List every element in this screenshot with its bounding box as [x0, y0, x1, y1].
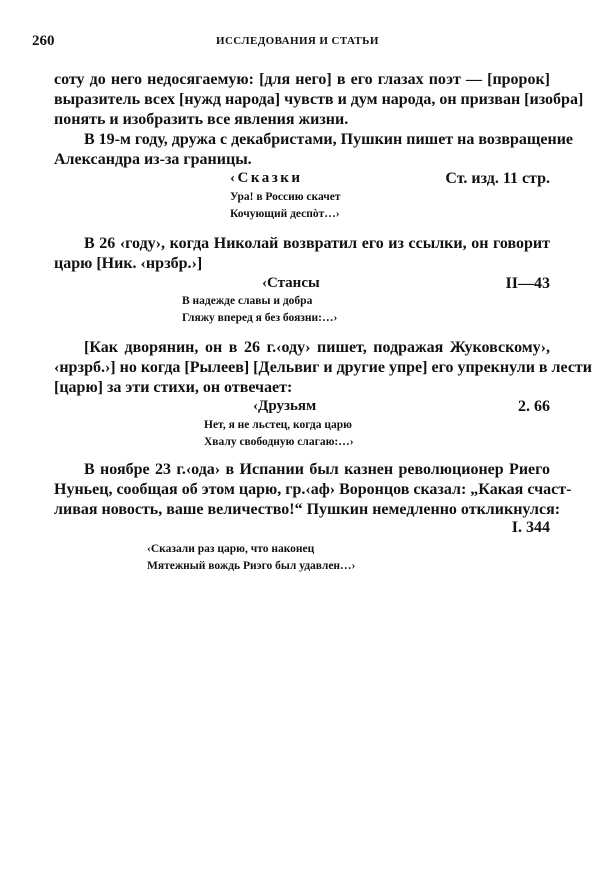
paragraph-4-line-2: ‹нрзрб.›] но когда [Рылеев] [Дельвиг и другие упре] его упрекнули в лести [54, 359, 592, 376]
verse-line: Нет, я не льстец, когда царю [204, 419, 352, 431]
quote-3-reference: 2. 66 [518, 398, 550, 415]
page-number: 260 [32, 33, 55, 49]
paragraph-5-line-1: В ноябре 23 г.‹ода› в Испании был казнен революционер Риего [84, 461, 550, 478]
quote-3-title: ‹Друзьям [253, 398, 317, 414]
paragraph-1-line-1: соту до него недосягаемую: [для него] в его глазах поэт — [пророк] [54, 71, 550, 88]
verse-line: В надежде славы и добра [182, 295, 313, 307]
verse-line: Мятежный вождь Риэго был удавлен…› [147, 560, 356, 572]
paragraph-1-line-3: понять и изобразить все явления жизни. [54, 111, 349, 128]
verse-line: Кочующий деспòт…› [230, 208, 340, 220]
quote-1-title: ‹Сказки [230, 170, 303, 186]
paragraph-4-line-3: [царю] за эти стихи, он отвечает: [54, 379, 293, 396]
quote-2-title: ‹Стансы [262, 275, 320, 291]
paragraph-3-line-1: В 26 ‹году›, когда Николай возвратил его из ссылки, он говорит [84, 235, 550, 252]
quote-2-reference: II—43 [505, 275, 550, 292]
verse-line: Гляжу вперед я без боязни:…› [182, 312, 338, 324]
paragraph-4-line-1: [Как дворянин, он в 26 г.‹оду› пишет, подражая Жуковскому›, [84, 339, 550, 356]
verse-line: ‹Сказали раз царю, что наконец [147, 543, 315, 555]
running-title: ИССЛЕДОВАНИЯ И СТАТЬИ [216, 35, 379, 47]
quote-1-reference: Ст. изд. 11 стр. [445, 170, 550, 187]
verse-line: Ура! в Россию скачет [230, 191, 341, 203]
paragraph-5-line-3: ливая новость, ваше величество!“ Пушкин немедленно откликнулся: [54, 501, 561, 518]
quote-4-reference: I. 344 [511, 519, 550, 536]
verse-line: Хвалу свободную слагаю:…› [204, 436, 354, 448]
paragraph-5-line-2: Нуньец, сообщая об этом царю, гр.‹аф› Воронцов сказал: „Какая счаст- [54, 481, 572, 498]
paragraph-2-line-1: В 19-м году, дружа с декабристами, Пушкин пишет на возвращение [84, 131, 574, 148]
paragraph-1-line-2: выразитель всех [нужд народа] чувств и дум народа, он призван [изобра] [54, 91, 584, 108]
paragraph-2-line-2: Александра из-за границы. [54, 151, 252, 168]
paragraph-3-line-2: царю [Ник. ‹нрзбр.›] [54, 255, 203, 272]
